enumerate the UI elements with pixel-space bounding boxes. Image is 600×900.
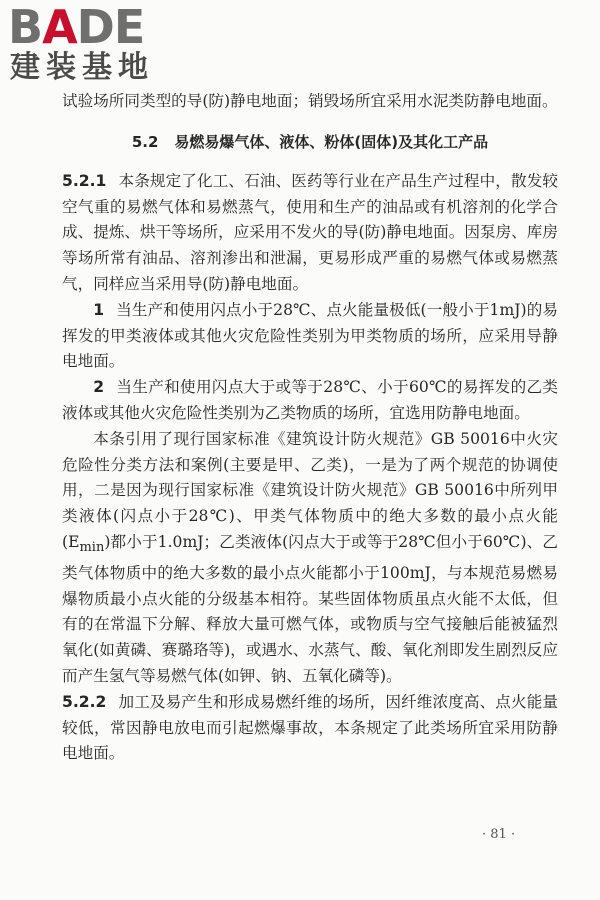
section-heading (62, 131, 558, 153)
explanation-paragraph (62, 427, 558, 690)
logo-brand-text (8, 0, 145, 54)
item-2 (62, 375, 558, 427)
explanation-part-1: 本条引用了现行国家标准《建筑设计防火规范》GB 50016中火灾危险性分类方法和案例(主要是甲、乙类)，一是为了两个规范的协调使用，二是因为现行国家标准《建筑设计防火规范》GB 50016中所列甲类液体(闪点小于28℃)、甲类气体物质中的绝大多数的最小点火能(E (62, 429, 558, 551)
section-title: 易燃易爆气体、液体、粉体(固体)及其化工产品 (174, 132, 489, 151)
intro-paragraph: 试验场所同类型的导(防)静电地面；销毁场所宜采用水泥类防静电地面。 (62, 92, 558, 110)
section-number: 5.2 (131, 132, 159, 151)
explanation-part-2: )都小于1.0mJ；乙类液体(闪点大于或等于28℃但小于60℃)、乙类气体物质中的绝大多数的最小点火能都小于100mJ，与本规范易燃易爆物质最小点火能的分级基本相符。某些固体物质虽点火能不太低，但有的在常温下分解、释放大量可燃气体，或物质与空气接触后能被猛烈氧化(如黄磷、赛璐珞等)，或遇水、水蒸气、酸、氧化剂即发生剧烈反应而产生氢气等易燃气体(如钾、钠、五氧化磷等)。 (62, 532, 558, 686)
bade-logo (8, 0, 178, 86)
emin-subscript: min (79, 540, 105, 556)
clause-number: 5.2.1 (62, 171, 107, 190)
item-text: 当生产和使用闪点大于或等于28℃、小于60℃的易挥发的乙类液体或其他火灾危险性类别为乙类物质的场所，宜选用防静电地面。 (62, 378, 558, 422)
clause-text: 本条规定了化工、石油、医药等行业在产品生产过程中，散发较空气重的易燃气体和易燃蒸气，使用和生产的油品或有机溶剂的化学合成、提炼、烘干等场所，应采用不发火的导(防)静电地面。因泵房、库房等场所常有油品、溶剂渗出和泄漏，更易形成严重的易燃气体或易燃蒸气，同样应当采用导(防)静电地面。 (62, 171, 558, 293)
item-text: 当生产和使用闪点小于28℃、点火能量极低(一般小于1mJ)的易挥发的甲类液体或其他火灾危险性类别为甲类物质的场所，应采用导静电地面。 (62, 300, 558, 371)
document-body (62, 89, 558, 767)
item-1 (62, 298, 558, 375)
item-number: 2 (93, 378, 105, 397)
clause-text: 加工及易产生和形成易燃纤维的场所，因纤维浓度高、点火能量较低，常因静电放电而引起燃爆事故，本条规定了此类场所宜采用防静电地面。 (62, 692, 558, 763)
clause-number: 5.2.2 (62, 692, 107, 711)
item-number: 1 (93, 300, 105, 319)
clause-5-2-2 (62, 690, 558, 767)
logo-brand-text-value: BADE (8, 0, 145, 54)
clause-5-2-1 (62, 169, 558, 298)
logo-brand-cn: 建装基地 (10, 50, 154, 85)
page-number: · 81 · (482, 827, 516, 842)
